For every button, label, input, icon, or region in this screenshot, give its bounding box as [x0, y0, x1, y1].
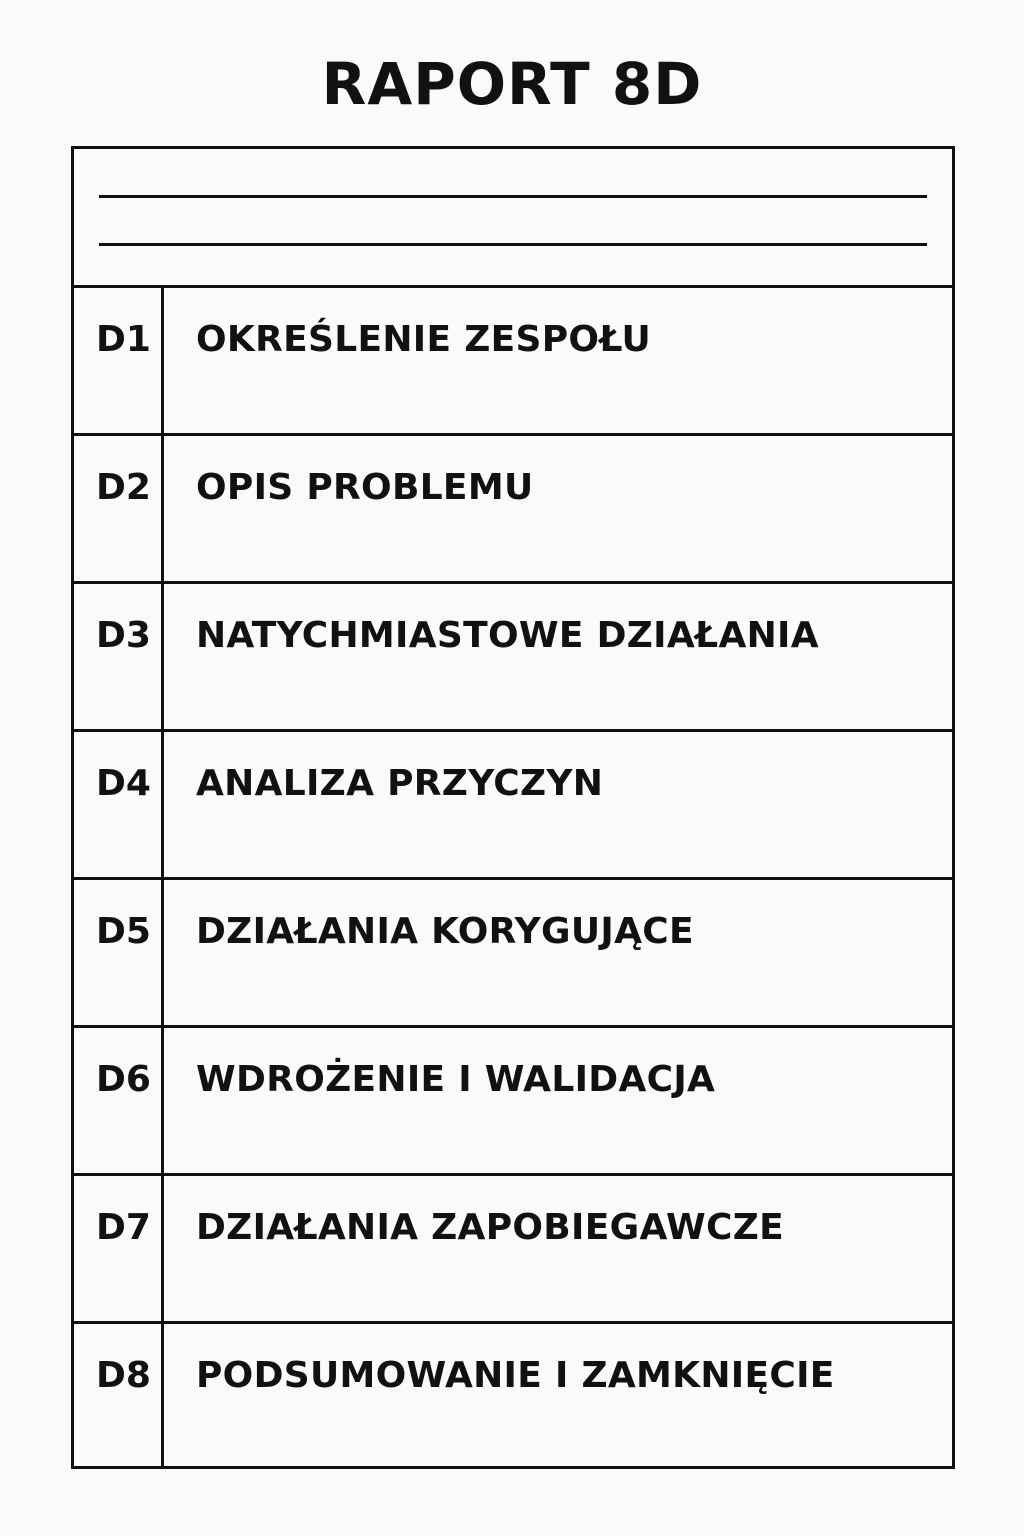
row-label: PODSUMOWANIE I ZAMKNIĘCIE [196, 1355, 835, 1396]
row-code: D7 [74, 1176, 164, 1321]
row-code: D5 [74, 880, 164, 1025]
row-label: NATYCHMIASTOWE DZIAŁANIA [196, 615, 819, 656]
row-label: DZIAŁANIA ZAPOBIEGAWCZE [196, 1207, 785, 1248]
row-label: ANALIZA PRZYCZYN [196, 763, 604, 804]
row-code: D2 [74, 436, 164, 581]
row-code: D4 [74, 732, 164, 877]
row-label: WDROŻENIE I WALIDACJA [196, 1059, 716, 1100]
table-row [74, 436, 952, 584]
row-code: D1 [74, 288, 164, 433]
row-code: D6 [74, 1028, 164, 1173]
table-row [74, 732, 952, 880]
report-form [71, 146, 955, 1469]
row-label: OPIS PROBLEMU [196, 467, 534, 508]
table-row [74, 584, 952, 732]
row-label: DZIAŁANIA KORYGUJĄCE [196, 911, 694, 952]
row-code: D3 [74, 584, 164, 729]
discipline-rows [74, 288, 952, 1469]
fill-line [99, 243, 927, 246]
row-label: OKREŚLENIE ZESPOŁU [196, 319, 651, 360]
table-row [74, 288, 952, 436]
table-row [74, 880, 952, 1028]
row-code: D8 [74, 1324, 164, 1469]
table-row [74, 1028, 952, 1176]
fill-line [99, 195, 927, 198]
page-title: RAPORT 8D [321, 50, 703, 118]
table-row [74, 1324, 952, 1469]
header-fill-area [74, 149, 952, 288]
table-row [74, 1176, 952, 1324]
